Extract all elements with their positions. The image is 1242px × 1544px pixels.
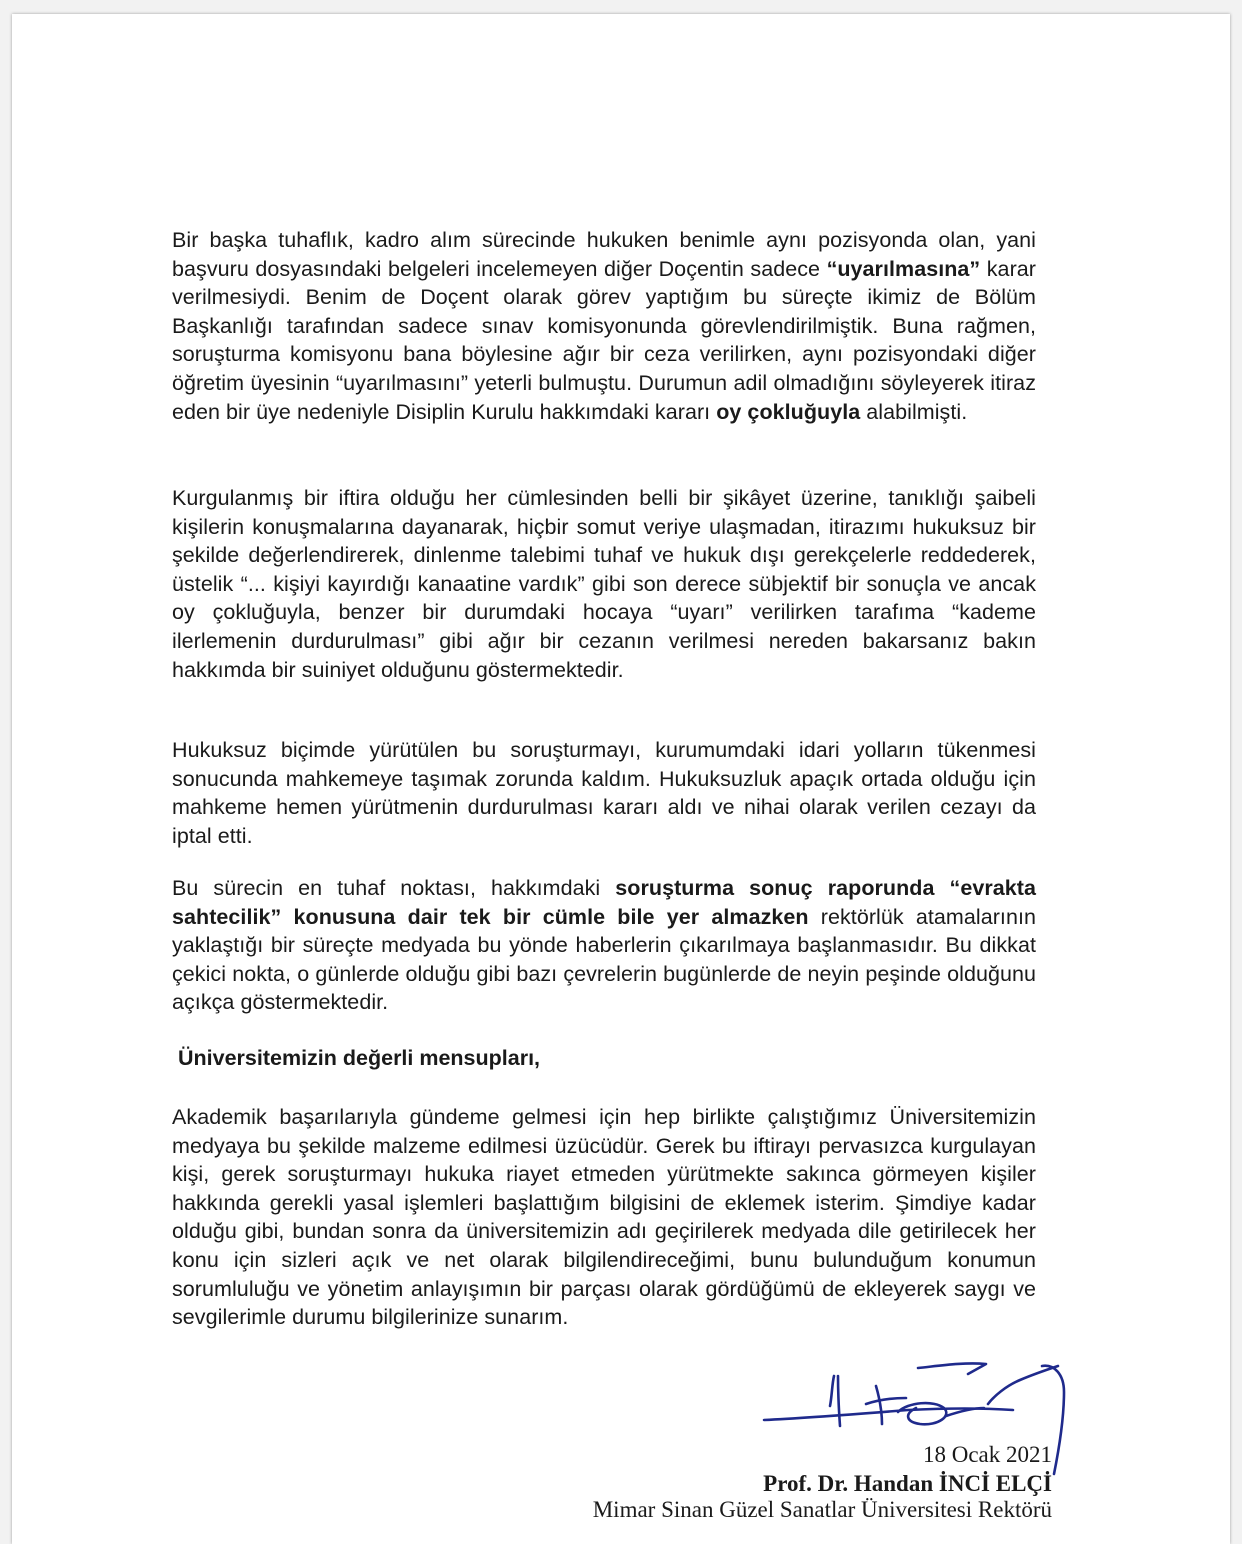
paragraph-4 [172,874,1036,1017]
paragraph-1-text-c: alabilmişti. [860,399,968,424]
paragraph-2-text: Kurgulanmış bir iftira olduğu her cümlesinden belli bir şikâyet üzerine, tanıklığı şaibeli kişilerin konuşmalarına dayanarak, hiçbir somut veriye ulaşmadan, itirazımı hukuksuz bir şekilde değerlendirerek, dinlenme talebimi tuhaf ve hukuk dışı gerekçelerle reddederek, üstelik “... kişiyi kayırdığı kanaatine vardık” gibi son derece sübjektif bir sonuçla ve ancak oy çokluğuyla, benzer bir durumdaki hocaya “uyarı” verilirken tarafıma “kademe ilerlemenin durdurulması” gibi ağır bir cezanın verilmesi nereden bakarsanız bakın hakkımda bir suiniyet olduğunu göstermektedir. [172,486,1036,682]
signatory-affiliation: Mimar Sinan Güzel Sanatlar Üniversitesi Rektörü [592,1497,1052,1522]
paragraph-5-text: Akademik başarılarıyla gündeme gelmesi için hep birlikte çalıştığımız Üniversitemizin medyaya bu şekilde malzeme edilmesi üzücüdür. Gerek bu iftirayı pervasızca kurgulayan kişi, gerek soruşturmayı hukuka riayet etmeden yürütmekte sakınca görmeyen kişiler hakkında gerekli yasal işlemleri başlattığım bilgisini de eklemek isterim. Şimdiye kadar olduğu gibi, bundan sonra da üniversitemizin adı geçirilerek medyada dile getirilecek her konu için sizleri açık ve net olarak bilgilendireceğimi, bunu bulunduğum konumun sorumluluğu ve yönetim anlayışımın bir parçası olarak gördüğümü de ekleyerek saygı ve sevgilerimle durumu bilgilerinize sunarım. [172,1105,1036,1330]
paragraph-3-text: Hukuksuz biçimde yürütülen bu soruşturmayı, kurumumdaki idari yolların tükenmesi sonucunda mahkemeye taşımak zorunda kaldım. Hukuksuzluk apaçık ortada olduğu için mahkeme hemen yürütmenin durdurulması kararı aldı ve nihai olarak verilen cezayı da iptal etti. [172,738,1036,848]
paragraph-1-text-a: Bir başka tuhaflık, kadro alım sürecinde hukuken benimle aynı pozisyonda olan, yani başvuru dosyasındaki belgeleri incelemeyen diğer Doçentin sadece [172,228,1036,281]
paragraph-2 [172,484,1036,684]
paragraph-1-text-b: karar verilmesiydi. Benim de Doçent olarak görev yaptığım bu süreçte ikimiz de Bölüm Başkanlığı tarafından sadece sınav komisyonunda görevlendirilmiştik. Buna rağmen, soruşturma komisyonu bana böylesine ağır bir ceza verilirken, aynı pozisyondaki diğer öğretim üyesinin “uyarılmasını” yeterli bulmuştu. Durumun adil olmadığını söyleyerek itiraz eden bir üye nedeniyle Disiplin Kurulu hakkımdaki kararı [172,256,1036,424]
paragraph-4-text-a: Bu sürecin en tuhaf noktası, hakkımdaki [172,876,616,900]
paragraph-5 [172,1103,1036,1332]
signature-date: 18 Ocak 2021 [922,1442,1052,1467]
paragraph-1 [172,226,1036,426]
paragraph-1-bold-a: “uyarılmasına” [826,256,981,281]
salutation-heading: Üniversitemizin değerli mensupları, [178,1046,541,1070]
paragraph-4-text-b: rektörlük atamalarının yaklaştığı bir süreçte medyada bu yönde haberlerin çıkarılmaya başlanmasıdır. Bu dikkat çekici nokta, o günlerde olduğu gibi bazı çevrelerin bugünlerde de neyin peşinde olduğunu açıkça göstermektedir. [172,904,1036,1015]
paragraph-1-bold-b: oy çokluğuyla [716,399,861,424]
paragraph-3 [172,736,1036,850]
signature-block [763,1440,1052,1498]
signatory-name: Prof. Dr. Handan İNCİ ELÇİ [763,1471,1052,1496]
paragraph-4-bold: soruşturma sonuç raporunda “evrakta sahtecilik” konusuna dair tek bir cümle bile yer almazken [172,876,1036,929]
